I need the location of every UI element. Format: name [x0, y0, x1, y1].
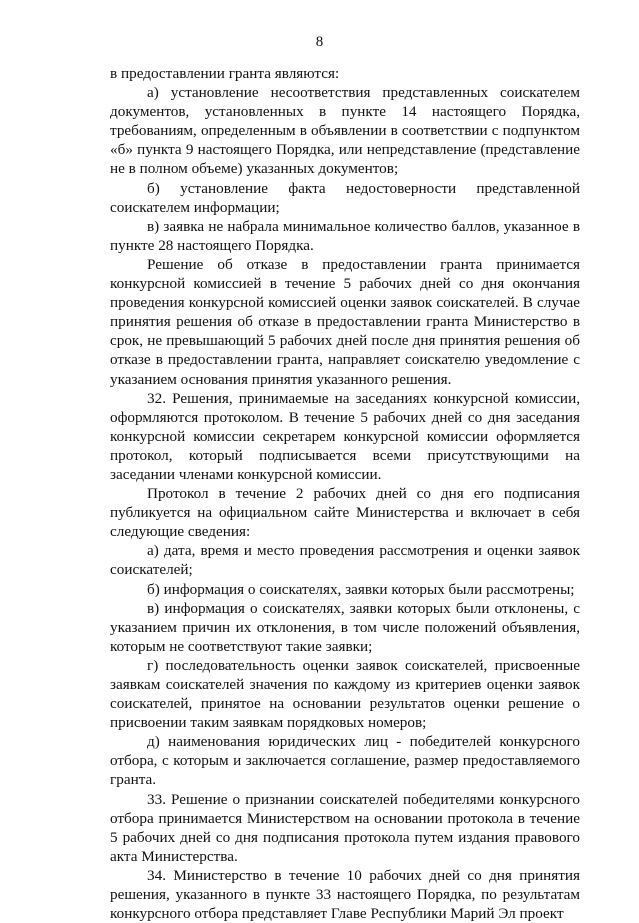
paragraph-protocol-d: д) наименования юридических лиц - победителей конкурсного отбора, с которым и заключается соглашение, размер предоставляемого гранта.: [110, 733, 580, 789]
paragraph-protocol-v: в) информация о соискателях, заявки которых были отклонены, с указанием причин их отклонения, в том числе положений объявления, которым не соответствуют такие заявки;: [110, 599, 580, 655]
paragraph-33: 33. Решение о признании соискателей победителями конкурсного отбора принимается Министерством на основании протокола в течение 5 рабочих дней со дня подписания протокола путем издания правового акта Министерства.: [110, 790, 580, 865]
page-number: 8: [315, 34, 324, 50]
paragraph-intro: в предоставлении гранта являются:: [110, 65, 340, 82]
paragraph-item-b: б) установление факта недостоверности представленной соискателем информации;: [110, 179, 580, 216]
paragraph-protocol-g: г) последовательность оценки заявок соискателей, присвоенные заявкам соискателей значения по каждому из критериев оценки заявок соискателей, принятое на основании результатов оценки решение о присвоении таким заявкам порядковых номеров;: [110, 656, 580, 732]
paragraph-item-v: в) заявка не набрала минимальное количество баллов, указанное в пункте 28 настоящего Порядка.: [110, 217, 580, 254]
paragraph-34: 34. Министерство в течение 10 рабочих дней со дня принятия решения, указанного в пункте 33 настоящего Порядка, по результатам конкурсного отбора представляет Главе Республики Марий Эл проект: [110, 866, 580, 923]
paragraph-protocol-a: а) дата, время и место проведения рассмотрения и оценки заявок соискателей;: [110, 542, 580, 579]
paragraph-protocol-b: б) информация о соискателях, заявки которых были рассмотрены;: [147, 580, 575, 598]
paragraph-item-a: а) установление несоответствия представленных соискателем документов, установленных в пункте 14 настоящего Порядка, требованиям, определенным в объявлении в соответствии с подпунктом «б» пункта 9 настоящего Порядка, или непредставление (представление не в полном объеме) указанных документов;: [110, 84, 580, 178]
paragraph-protocol: Протокол в течение 2 рабочих дней со дня его подписания публикуется на официальном сайте Министерства и включает в себя следующие сведения:: [110, 485, 580, 541]
paragraph-refusal-decision: Решение об отказе в предоставлении гранта принимается конкурсной комиссией в течение 5 рабочих дней со дня окончания проведения конкурсной комиссией оценки заявок соискателей. В случае принятия решения об отказе в предоставлении гранта Министерство в срок, не превышающий 5 рабочих дней после дня принятия решения об отказе в предоставлении гранта, направляет соискателю уведомление с указанием основания принятия указанного решения.: [110, 255, 580, 388]
paragraph-32: 32. Решения, принимаемые на заседаниях конкурсной комиссии, оформляются протоколом. В течение 5 рабочих дней со дня заседания конкурсной комиссии секретарем конкурсной комиссии оформляется протокол, который подписывается всеми присутствующими на заседании членами конкурсной комиссии.: [110, 389, 580, 483]
document-body: [110, 64, 580, 923]
